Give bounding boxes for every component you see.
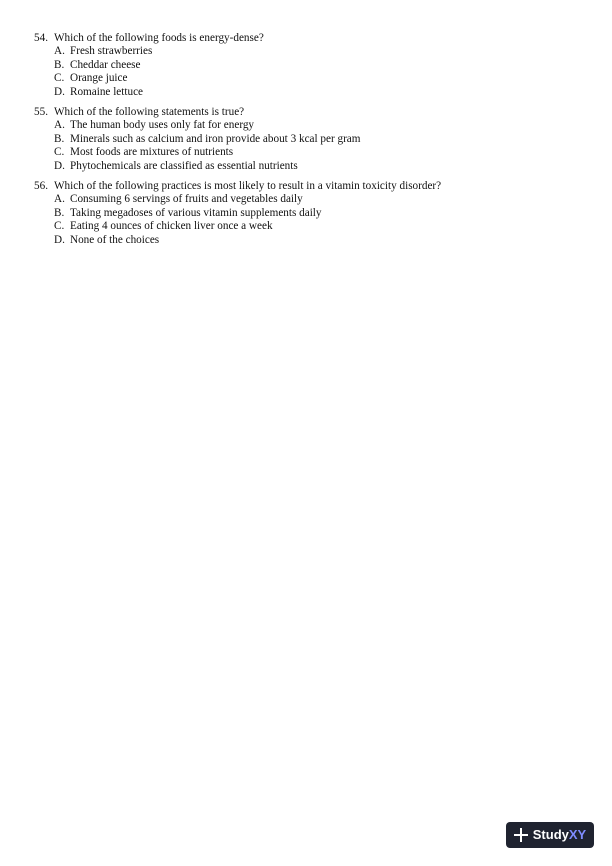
option-a: [54, 119, 594, 132]
question-stem: [34, 106, 594, 119]
option-text: The human body uses only fat for energy: [70, 119, 255, 132]
option-c: [54, 146, 594, 159]
option-letter: D.: [54, 159, 65, 172]
option-letter: A.: [54, 119, 65, 132]
option-text: Fresh strawberries: [70, 45, 153, 58]
logo-text: Study: [532, 827, 569, 843]
option-list: [54, 193, 594, 247]
option-letter: C.: [54, 146, 65, 159]
question-54: [34, 32, 594, 99]
option-list: [54, 45, 594, 99]
option-letter: B.: [54, 58, 65, 71]
option-text: Most foods are mixtures of nutrients: [70, 146, 234, 159]
studyxy-logo[interactable]: [506, 822, 594, 848]
option-letter: D.: [54, 233, 65, 246]
logo-text-accent: XY: [568, 827, 587, 843]
question-list: [34, 32, 594, 254]
question-number: 56.: [34, 180, 48, 193]
option-text: Cheddar cheese: [70, 58, 141, 71]
option-text: None of the choices: [70, 233, 160, 246]
question-number: 55.: [34, 106, 48, 119]
option-list: [54, 119, 594, 173]
question-text: Which of the following statements is true?: [54, 106, 245, 119]
option-b: [54, 59, 594, 72]
option-text: Minerals such as calcium and iron provide about 3 kcal per gram: [70, 132, 361, 145]
option-c: [54, 220, 594, 233]
plus-icon: [514, 828, 528, 842]
question-stem: [34, 32, 594, 45]
option-letter: A.: [54, 193, 65, 206]
option-letter: C.: [54, 220, 65, 233]
option-letter: B.: [54, 206, 65, 219]
option-d: [54, 160, 594, 173]
option-d: [54, 86, 594, 99]
option-text: Orange juice: [70, 72, 128, 85]
option-text: Eating 4 ounces of chicken liver once a week: [70, 220, 273, 233]
option-text: Taking megadoses of various vitamin supplements daily: [70, 206, 322, 219]
question-55: [34, 106, 594, 173]
option-a: [54, 193, 594, 206]
option-b: [54, 207, 594, 220]
option-b: [54, 133, 594, 146]
option-a: [54, 45, 594, 58]
question-stem: [34, 180, 594, 193]
question-text: Which of the following practices is most likely to result in a vitamin toxicity disorder?: [54, 180, 442, 193]
option-text: Phytochemicals are classified as essential nutrients: [70, 159, 298, 172]
option-text: Consuming 6 servings of fruits and vegetables daily: [70, 193, 303, 206]
option-letter: B.: [54, 132, 65, 145]
question-number: 54.: [34, 32, 48, 44]
option-d: [54, 234, 594, 247]
option-c: [54, 72, 594, 85]
option-letter: C.: [54, 72, 65, 85]
question-text: Which of the following foods is energy-dense?: [54, 32, 264, 44]
option-text: Romaine lettuce: [70, 85, 144, 98]
option-letter: A.: [54, 45, 65, 58]
question-56: [34, 180, 594, 247]
option-letter: D.: [54, 85, 65, 98]
